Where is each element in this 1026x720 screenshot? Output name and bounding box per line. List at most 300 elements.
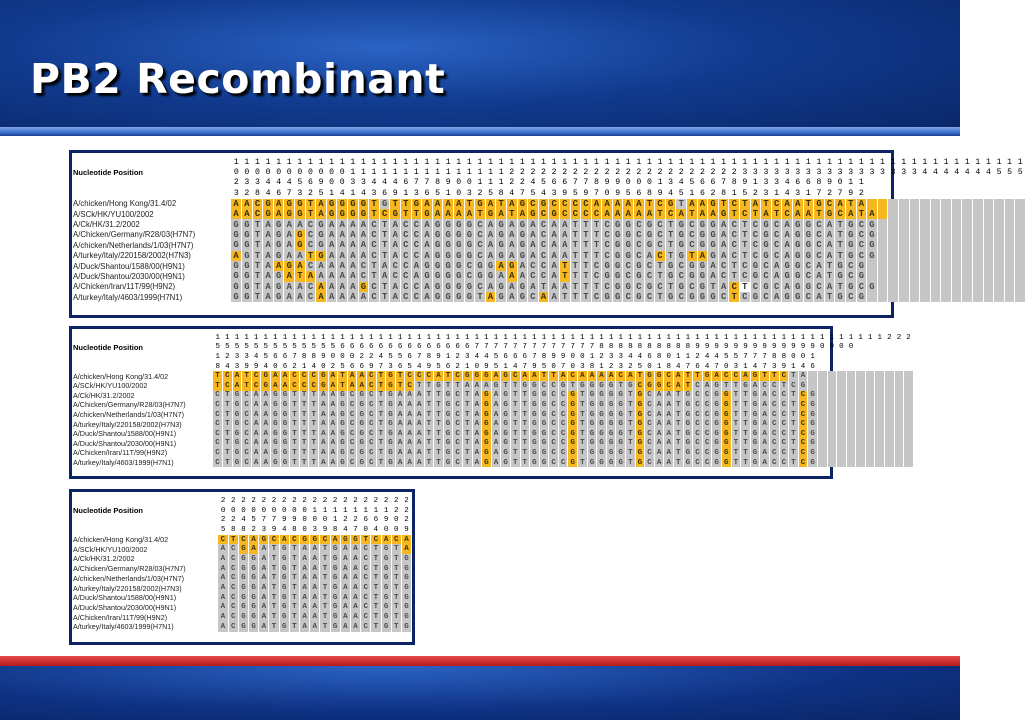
position-digit: 1 bbox=[985, 157, 991, 167]
nucleotide-cell: T bbox=[443, 371, 453, 381]
nucleotide-cell: G bbox=[432, 292, 443, 302]
nucleotide-cell bbox=[973, 292, 984, 302]
nucleotide-cell: G bbox=[845, 282, 856, 292]
nucleotide-cell: C bbox=[213, 458, 223, 468]
nucleotide-cell: A bbox=[485, 199, 496, 209]
position-digit: 1 bbox=[816, 157, 822, 167]
position-digit: 2 bbox=[615, 168, 621, 178]
position-digit bbox=[920, 188, 931, 198]
nucleotide-cell bbox=[973, 219, 984, 229]
position-digit: 1 bbox=[403, 157, 409, 167]
nucleotide-cell bbox=[920, 209, 931, 219]
position-digit: 1 bbox=[343, 506, 348, 515]
nucleotide-cell bbox=[962, 230, 973, 240]
nucleotide-cell: T bbox=[789, 419, 799, 429]
nucleotide-cell: T bbox=[626, 410, 636, 420]
nucleotide-cell: C bbox=[305, 282, 316, 292]
nucleotide-cell: C bbox=[798, 448, 808, 458]
position-digit: 1 bbox=[445, 168, 451, 178]
position-row bbox=[73, 362, 913, 372]
nucleotide-cell: G bbox=[501, 458, 511, 468]
position-digit: 0 bbox=[255, 168, 260, 178]
position-digit: 4 bbox=[265, 178, 271, 188]
nucleotide-cell: G bbox=[530, 391, 540, 401]
nucleotide-cell: G bbox=[338, 391, 348, 401]
position-digit: 0 bbox=[261, 506, 267, 515]
nucleotide-cell: T bbox=[376, 439, 386, 449]
position-digit: 1 bbox=[560, 333, 566, 342]
nucleotide-cell: C bbox=[549, 410, 559, 420]
position-digit: 2 bbox=[231, 496, 236, 505]
nucleotide-cell bbox=[941, 261, 952, 271]
nucleotide-cell bbox=[1015, 251, 1026, 261]
nucleotide-cell: A bbox=[491, 458, 501, 468]
position-digit bbox=[817, 352, 827, 362]
nucleotide-cell: G bbox=[357, 391, 367, 401]
nucleotide-cell: T bbox=[290, 391, 300, 401]
nucleotide-cell: G bbox=[238, 574, 248, 584]
nucleotide-cell: G bbox=[464, 282, 475, 292]
nucleotide-cell: A bbox=[422, 251, 433, 261]
nucleotide-cell: G bbox=[697, 282, 708, 292]
position-digit: 4 bbox=[225, 362, 230, 371]
nucleotide-cell bbox=[983, 292, 994, 302]
nucleotide-cell: C bbox=[213, 400, 223, 410]
nucleotide-cell bbox=[865, 371, 875, 381]
nucleotide-cell: C bbox=[702, 429, 712, 439]
nucleotide-cell: C bbox=[655, 230, 666, 240]
position-digit: 2 bbox=[251, 496, 256, 505]
nucleotide-cell: C bbox=[702, 419, 712, 429]
nucleotide-cell: G bbox=[683, 400, 693, 410]
nucleotide-cell: G bbox=[712, 400, 722, 410]
nucleotide-cell: G bbox=[867, 282, 878, 292]
position-digit bbox=[973, 188, 984, 198]
nucleotide-cell: G bbox=[708, 292, 719, 302]
nucleotide-cell: G bbox=[238, 603, 248, 613]
nucleotide-cell: G bbox=[280, 429, 290, 439]
nucleotide-cell: C bbox=[856, 282, 867, 292]
nucleotide-cell bbox=[1004, 209, 1015, 219]
nucleotide-cell: G bbox=[517, 282, 528, 292]
position-digit: 4 bbox=[752, 362, 758, 371]
nucleotide-cell: T bbox=[676, 199, 687, 209]
nucleotide-cell: A bbox=[760, 439, 770, 449]
nucleotide-cell: A bbox=[491, 419, 501, 429]
position-digit: 4 bbox=[474, 352, 480, 361]
position-digit: 2 bbox=[572, 168, 578, 178]
nucleotide-cell: C bbox=[570, 199, 581, 209]
nucleotide-cell: G bbox=[242, 219, 253, 229]
position-digit: 1 bbox=[332, 516, 338, 525]
position-digit: 7 bbox=[816, 188, 822, 198]
nucleotide-cell: G bbox=[401, 593, 411, 603]
position-digit: 1 bbox=[350, 168, 356, 178]
nucleotide-cell: G bbox=[530, 448, 540, 458]
nucleotide-cell bbox=[894, 371, 904, 381]
nucleotide-cell: A bbox=[654, 391, 664, 401]
position-digit bbox=[856, 352, 866, 362]
nucleotide-cell: G bbox=[386, 448, 396, 458]
nucleotide-cell: C bbox=[769, 400, 779, 410]
nucleotide-cell: C bbox=[549, 429, 559, 439]
nucleotide-cell: C bbox=[729, 282, 740, 292]
nucleotide-cell: T bbox=[242, 381, 252, 391]
nucleotide-cell: G bbox=[845, 219, 856, 229]
nucleotide-cell bbox=[898, 282, 909, 292]
nucleotide-cell: G bbox=[319, 381, 329, 391]
position-digit: 0 bbox=[570, 352, 576, 361]
nucleotide-cell: G bbox=[316, 240, 327, 250]
nucleotide-cell bbox=[877, 219, 888, 229]
nucleotide-cell: T bbox=[434, 400, 444, 410]
nucleotide-cell: G bbox=[587, 429, 597, 439]
sequence-row bbox=[73, 391, 913, 401]
nucleotide-cell: G bbox=[496, 282, 507, 292]
nucleotide-cell bbox=[817, 391, 827, 401]
position-digit: 5 bbox=[493, 362, 499, 371]
nucleotide-cell: G bbox=[279, 583, 289, 593]
nucleotide-cell: T bbox=[674, 410, 684, 420]
position-digit: 4 bbox=[371, 178, 377, 188]
nucleotide-cell: C bbox=[538, 251, 549, 261]
nucleotide-cell: G bbox=[597, 410, 607, 420]
nucleotide-cell: A bbox=[300, 574, 310, 584]
position-digit: 1 bbox=[464, 362, 470, 371]
sequence-row bbox=[73, 400, 913, 410]
nucleotide-cell: G bbox=[273, 230, 284, 240]
nucleotide-cell bbox=[930, 271, 941, 281]
nucleotide-cell bbox=[817, 381, 827, 391]
nucleotide-cell: T bbox=[761, 199, 772, 209]
nucleotide-cell: G bbox=[401, 574, 411, 584]
position-digit: 5 bbox=[215, 343, 221, 352]
nucleotide-cell: A bbox=[348, 292, 359, 302]
nucleotide-cell: G bbox=[280, 410, 290, 420]
nucleotide-cell: G bbox=[697, 230, 708, 240]
nucleotide-cell bbox=[898, 230, 909, 240]
position-digit: 8 bbox=[599, 343, 604, 352]
nucleotide-cell bbox=[856, 381, 866, 391]
position-digit: 9 bbox=[562, 188, 568, 198]
nucleotide-cell: G bbox=[271, 458, 281, 468]
nucleotide-cell bbox=[885, 410, 895, 420]
position-digit: 6 bbox=[695, 362, 700, 371]
nucleotide-cell: C bbox=[213, 429, 223, 439]
nucleotide-cell bbox=[930, 240, 941, 250]
nucleotide-cell bbox=[888, 240, 899, 250]
nucleotide-cell: T bbox=[309, 448, 319, 458]
position-digit: 1 bbox=[762, 333, 767, 342]
nucleotide-cell: A bbox=[328, 458, 338, 468]
nucleotide-cell bbox=[983, 261, 994, 271]
position-digit: 1 bbox=[752, 157, 758, 167]
nucleotide-cell: G bbox=[712, 410, 722, 420]
position-digit: 4 bbox=[628, 352, 633, 361]
nucleotide-cell: G bbox=[338, 458, 348, 468]
position-digit: 1 bbox=[819, 333, 825, 342]
nucleotide-cell: T bbox=[290, 419, 300, 429]
position-digit: 3 bbox=[668, 178, 674, 188]
nucleotide-cell: T bbox=[320, 554, 330, 564]
header-spacer bbox=[73, 515, 218, 525]
nucleotide-cell: A bbox=[623, 199, 634, 209]
nucleotide-cell: C bbox=[475, 219, 486, 229]
nucleotide-cell: C bbox=[761, 261, 772, 271]
nucleotide-cell: T bbox=[309, 439, 319, 449]
nucleotide-cell: A bbox=[485, 240, 496, 250]
nucleotide-cell: C bbox=[528, 271, 539, 281]
position-digit: 9 bbox=[253, 362, 259, 371]
nucleotide-cell: C bbox=[218, 535, 228, 545]
nucleotide-cell: C bbox=[305, 219, 316, 229]
nucleotide-cell: A bbox=[350, 574, 360, 584]
nucleotide-cell: T bbox=[741, 419, 751, 429]
nucleotide-cell bbox=[817, 419, 827, 429]
nucleotide-cell: C bbox=[414, 371, 424, 381]
position-digit: 2 bbox=[281, 496, 287, 505]
nucleotide-cell bbox=[1004, 282, 1015, 292]
position-digit: 2 bbox=[509, 168, 515, 178]
nucleotide-cell: C bbox=[369, 251, 380, 261]
nucleotide-cell: A bbox=[300, 622, 310, 632]
nucleotide-cell: A bbox=[251, 439, 261, 449]
nucleotide-cell: A bbox=[348, 230, 359, 240]
nucleotide-cell: T bbox=[644, 199, 655, 209]
position-digit: 1 bbox=[512, 333, 518, 342]
nucleotide-cell: T bbox=[718, 199, 729, 209]
nucleotide-cell bbox=[904, 371, 914, 381]
nucleotide-cell: C bbox=[634, 230, 645, 240]
nucleotide-cell: C bbox=[693, 410, 703, 420]
header-spacer bbox=[73, 157, 231, 167]
nucleotide-cell: T bbox=[320, 583, 330, 593]
position-digit: 6 bbox=[417, 343, 422, 352]
nucleotide-cell bbox=[865, 410, 875, 420]
nucleotide-cell: G bbox=[501, 429, 511, 439]
position-digit: 6 bbox=[359, 362, 364, 371]
nucleotide-cell: G bbox=[231, 282, 242, 292]
nucleotide-cell: A bbox=[319, 391, 329, 401]
nucleotide-cell: T bbox=[789, 391, 799, 401]
nucleotide-cell: C bbox=[702, 410, 712, 420]
nucleotide-cell: A bbox=[218, 593, 228, 603]
nucleotide-cell: T bbox=[289, 544, 299, 554]
nucleotide-cell bbox=[930, 292, 941, 302]
position-digit: 1 bbox=[689, 157, 695, 167]
nucleotide-cell: C bbox=[687, 219, 698, 229]
position-digit: 8 bbox=[292, 525, 297, 534]
nucleotide-cell: C bbox=[309, 381, 319, 391]
nucleotide-cell: G bbox=[568, 391, 578, 401]
nucleotide-cell: C bbox=[750, 219, 761, 229]
nucleotide-cell: T bbox=[740, 199, 751, 209]
nucleotide-cell: A bbox=[350, 564, 360, 574]
position-digit: 7 bbox=[743, 352, 748, 361]
nucleotide-cell: G bbox=[381, 622, 391, 632]
position-digit: 2 bbox=[731, 168, 737, 178]
position-digit: 2 bbox=[887, 333, 892, 342]
nucleotide-cell: G bbox=[520, 381, 530, 391]
nucleotide-cell: A bbox=[218, 622, 228, 632]
position-digit: 1 bbox=[234, 333, 240, 342]
strain-name: A/Duck/Shantou/1588/00(H9N1) bbox=[73, 593, 177, 603]
position-digit: 1 bbox=[625, 157, 631, 167]
nucleotide-cell: C bbox=[305, 261, 316, 271]
nucleotide-cell: G bbox=[506, 261, 517, 271]
nucleotide-cell bbox=[941, 240, 952, 250]
nucleotide-cell: C bbox=[718, 292, 729, 302]
nucleotide-cell: A bbox=[644, 209, 655, 219]
position-digit: 3 bbox=[795, 188, 801, 198]
nucleotide-cell bbox=[920, 199, 931, 209]
nucleotide-cell: A bbox=[782, 240, 793, 250]
nucleotide-cell: C bbox=[242, 439, 252, 449]
position-digit: 1 bbox=[922, 157, 928, 167]
position-digit: 6 bbox=[407, 352, 412, 361]
nucleotide-cell: G bbox=[280, 439, 290, 449]
nucleotide-cell: C bbox=[693, 429, 703, 439]
position-digit: 1 bbox=[378, 333, 384, 342]
nucleotide-cell: G bbox=[616, 448, 626, 458]
nucleotide-cell: G bbox=[741, 381, 751, 391]
nucleotide-cell: G bbox=[232, 448, 242, 458]
position-digit: 6 bbox=[426, 343, 432, 352]
nucleotide-cell: A bbox=[597, 371, 607, 381]
position-digit: 1 bbox=[827, 157, 832, 167]
nucleotide-cell: G bbox=[242, 230, 253, 240]
nucleotide-cell: G bbox=[453, 282, 464, 292]
nucleotide-cell: G bbox=[271, 429, 281, 439]
position-digit bbox=[894, 343, 904, 353]
nucleotide-cell: C bbox=[405, 371, 415, 381]
nucleotide-cell: T bbox=[299, 439, 309, 449]
nucleotide-cell: A bbox=[482, 381, 492, 391]
nucleotide-cell: G bbox=[792, 219, 803, 229]
nucleotide-cell: G bbox=[539, 458, 549, 468]
nucleotide-cell: A bbox=[300, 603, 310, 613]
nucleotide-cell: G bbox=[530, 439, 540, 449]
nucleotide-cell: A bbox=[708, 209, 719, 219]
position-digit: 9 bbox=[583, 188, 589, 198]
position-digit: 1 bbox=[774, 188, 780, 198]
nucleotide-cell: T bbox=[295, 271, 306, 281]
nucleotide-cell bbox=[867, 271, 878, 281]
nucleotide-cell: G bbox=[867, 219, 878, 229]
position-digit: 1 bbox=[488, 168, 493, 178]
nucleotide-cell: A bbox=[664, 400, 674, 410]
nucleotide-cell bbox=[888, 230, 899, 240]
nucleotide-cell: G bbox=[279, 574, 289, 584]
nucleotide-cell: G bbox=[232, 458, 242, 468]
position-digit: 0 bbox=[220, 506, 226, 515]
position-digit: 2 bbox=[394, 496, 399, 505]
nucleotide-cell: C bbox=[623, 261, 634, 271]
position-digit bbox=[885, 362, 895, 372]
position-digit: 7 bbox=[762, 362, 767, 371]
position-digit: 2 bbox=[231, 516, 236, 525]
nucleotide-cell: C bbox=[824, 199, 835, 209]
position-digit: 0 bbox=[286, 168, 292, 178]
nucleotide-cell: A bbox=[263, 240, 274, 250]
sequence-row bbox=[73, 381, 913, 391]
nucleotide-cell bbox=[994, 251, 1005, 261]
position-digit: 5 bbox=[625, 188, 631, 198]
nucleotide-cell: A bbox=[414, 419, 424, 429]
sequence-row bbox=[73, 371, 913, 381]
position-digit: 0 bbox=[302, 525, 307, 534]
nucleotide-cell: G bbox=[271, 448, 281, 458]
nucleotide-cell: C bbox=[771, 282, 782, 292]
sequence-row bbox=[73, 564, 412, 574]
position-digit: 1 bbox=[363, 506, 368, 515]
nucleotide-cell: A bbox=[760, 391, 770, 401]
nucleotide-cell: A bbox=[251, 429, 261, 439]
nucleotide-cell bbox=[920, 230, 931, 240]
nucleotide-cell: T bbox=[496, 199, 507, 209]
nucleotide-cell bbox=[951, 230, 962, 240]
nucleotide-cell: G bbox=[443, 292, 454, 302]
nucleotide-cell: A bbox=[814, 271, 825, 281]
nucleotide-cell: T bbox=[223, 458, 233, 468]
nucleotide-cell: C bbox=[464, 261, 475, 271]
nucleotide-cell bbox=[973, 282, 984, 292]
nucleotide-cell: T bbox=[475, 209, 486, 219]
position-digit: 1 bbox=[848, 178, 854, 188]
nucleotide-cell bbox=[962, 219, 973, 229]
position-digit: 6 bbox=[397, 343, 403, 352]
nucleotide-cell bbox=[885, 458, 895, 468]
nucleotide-cell bbox=[837, 381, 847, 391]
nucleotide-cell: C bbox=[411, 219, 422, 229]
nucleotide-cell: T bbox=[731, 400, 741, 410]
position-digit: 3 bbox=[234, 362, 240, 371]
nucleotide-cell: T bbox=[305, 209, 316, 219]
position-digit bbox=[904, 362, 914, 372]
nucleotide-cell: C bbox=[750, 282, 761, 292]
strain-name: A/Ck/HK/31.2/2002 bbox=[73, 390, 135, 400]
nucleotide-cell: G bbox=[279, 612, 289, 622]
nucleotide-cell: A bbox=[602, 209, 613, 219]
nucleotide-cell: G bbox=[708, 240, 719, 250]
nucleotide-cell: C bbox=[453, 371, 463, 381]
nucleotide-cell: G bbox=[432, 282, 443, 292]
nucleotide-cell: G bbox=[475, 199, 486, 209]
nucleotide-cell: C bbox=[558, 391, 568, 401]
nucleotide-cell bbox=[888, 292, 899, 302]
nucleotide-cell: C bbox=[769, 391, 779, 401]
nucleotide-cell: G bbox=[792, 271, 803, 281]
nucleotide-cell: G bbox=[249, 593, 259, 603]
nucleotide-cell: C bbox=[269, 535, 279, 545]
strain-name: A/chicken/Hong Kong/31.4/02 bbox=[73, 535, 169, 545]
nucleotide-cell: C bbox=[228, 544, 238, 554]
position-digit: 9 bbox=[281, 516, 287, 525]
position-digit: 3 bbox=[312, 525, 318, 534]
nucleotide-cell: T bbox=[376, 448, 386, 458]
nucleotide-cell: G bbox=[623, 230, 634, 240]
nucleotide-cell: G bbox=[612, 282, 623, 292]
nucleotide-cell: C bbox=[251, 381, 261, 391]
nucleotide-cell: T bbox=[269, 574, 279, 584]
nucleotide-cell: A bbox=[259, 583, 269, 593]
nucleotide-cell: A bbox=[390, 251, 401, 261]
position-digit: 6 bbox=[388, 343, 393, 352]
sequence-row bbox=[73, 554, 412, 564]
nucleotide-cell: C bbox=[309, 371, 319, 381]
nucleotide-cell: A bbox=[337, 282, 348, 292]
position-digit: 4 bbox=[933, 168, 938, 178]
